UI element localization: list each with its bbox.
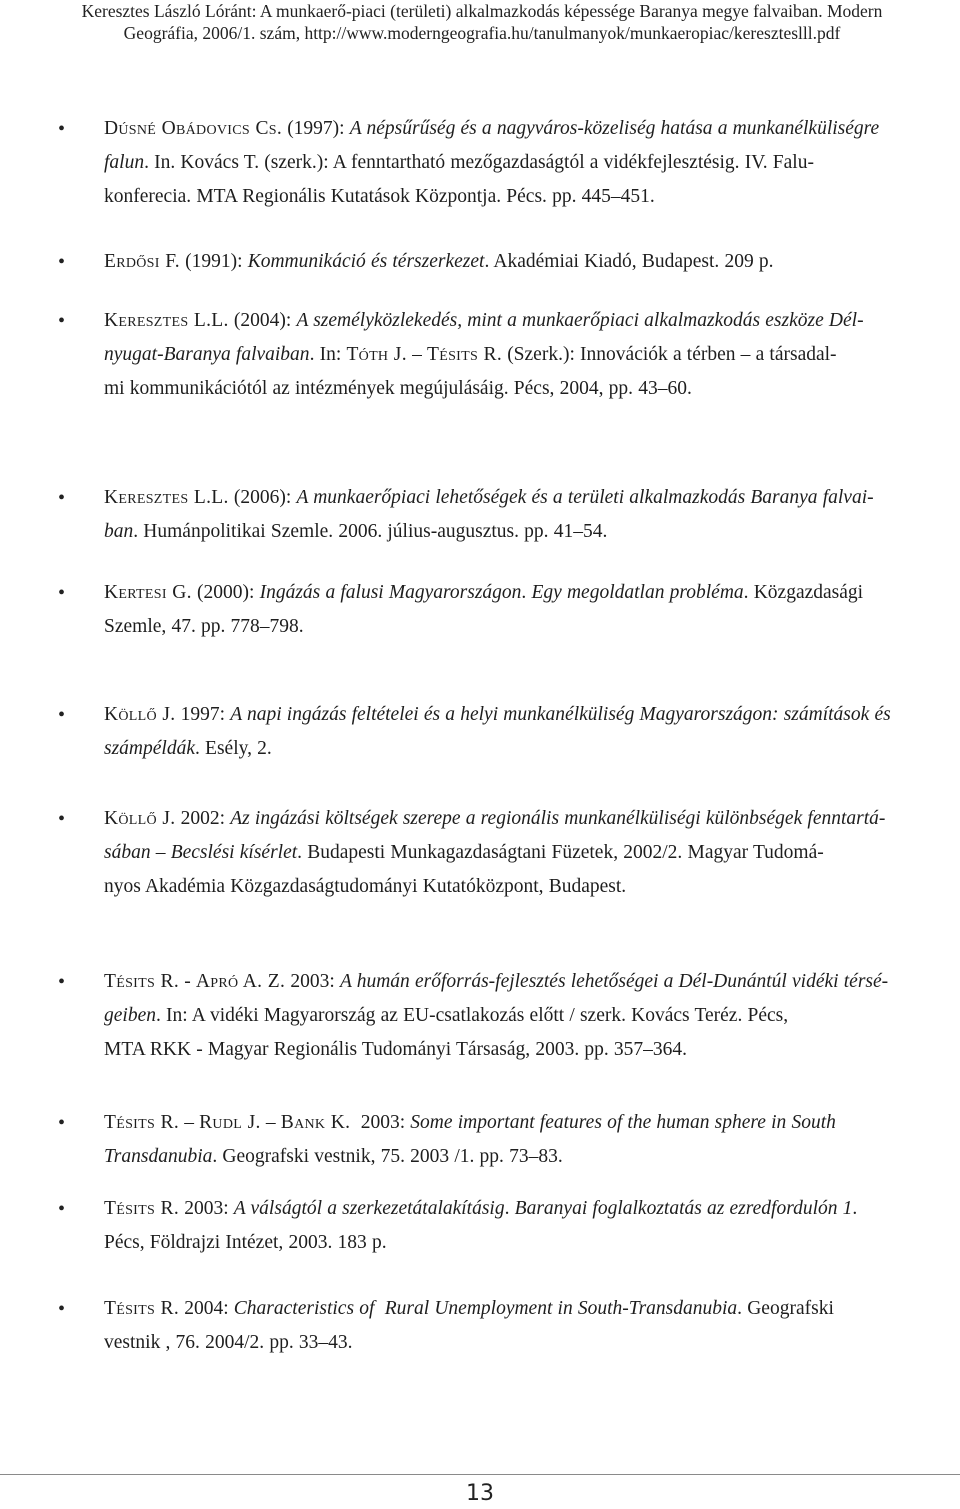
- citation-text: (2000):: [191, 582, 260, 603]
- page-number: 13: [466, 1481, 494, 1506]
- author-name: Tésits R.: [427, 344, 503, 365]
- citation-text: . Geografski vestnik, 75. 2003 /1. pp. 73–83.: [212, 1146, 563, 1167]
- title-text: Characteristics of Rural Unemployment in South-Transdanubia: [233, 1298, 738, 1319]
- reference-line: [104, 1140, 958, 1174]
- title-text: Some important features of the human sphere in South: [410, 1112, 836, 1133]
- citation-text: vestnik , 76. 2004/2. pp. 33–43.: [104, 1332, 353, 1353]
- citation-text: . Akadémiai Kiadó, Budapest. 209 p.: [484, 251, 774, 272]
- reference-line: [104, 146, 958, 180]
- title-text: Baranyai foglalkoztatás az ezredfordulón 1: [514, 1198, 853, 1219]
- citation-text: (1991):: [179, 251, 248, 272]
- reference-text: [104, 304, 958, 406]
- title-text: sában – Becslési kísérlet: [104, 842, 298, 863]
- author-name: Keresztes L.L.: [104, 487, 229, 508]
- citation-text: . In. Kovács T. (szerk.): A fenntartható mezőgazdaságtól a vidékfejlesztésig. IV. Falu-: [144, 152, 814, 173]
- reference-text: [104, 481, 958, 549]
- author-name: Tésits R.: [104, 971, 180, 992]
- title-text: A munkaerőpiaci lehetőségek és a területi alkalmazkodás Baranya falvai-: [296, 487, 874, 508]
- author-name: Keresztes L.L.: [104, 310, 229, 331]
- reference-line: [104, 515, 958, 549]
- citation-text: .: [521, 582, 532, 603]
- citation-text: –: [260, 1112, 281, 1133]
- title-text: A napi ingázás feltételei és a helyi munkanélküliség Magyarországon: számítások és: [230, 704, 891, 725]
- reference-line: [104, 481, 958, 515]
- citation-text: .: [504, 1198, 515, 1219]
- reference-line: [104, 870, 958, 904]
- citation-text: Szemle, 47. pp. 778–798.: [104, 616, 304, 637]
- bullet-icon: •: [58, 971, 66, 993]
- title-text: A népsűrűség és a nagyváros-közeliség hatása a munkanélküliségre: [349, 118, 880, 139]
- author-name: Köllő J.: [104, 704, 176, 725]
- title-text: Az ingázási költségek szerepe a regionális munkanélküliségi különbségek fenntartá-: [230, 808, 886, 829]
- citation-text: konferecia. MTA Regionális Kutatások Központja. Pécs. pp. 445–451.: [104, 186, 655, 207]
- reference-line: [104, 372, 958, 406]
- reference-text: [104, 245, 958, 279]
- citation-text: . Geografski: [737, 1298, 834, 1319]
- reference-line: [104, 1106, 958, 1140]
- title-text: számpéldák: [104, 738, 195, 759]
- reference-line: [104, 1226, 958, 1260]
- citation-text: mi kommunikációtól az intézmények megújulásáig. Pécs, 2004, pp. 43–60.: [104, 378, 692, 399]
- author-name: Apró A. Z.: [195, 971, 286, 992]
- reference-text: [104, 1106, 958, 1174]
- reference-line: [104, 732, 958, 766]
- citation-text: MTA RKK - Magyar Regionális Tudományi Társaság, 2003. pp. 357–364.: [104, 1039, 688, 1060]
- citation-text: 2003:: [285, 971, 340, 992]
- citation-text: 1997:: [175, 704, 231, 725]
- citation-text: 2003:: [350, 1112, 411, 1133]
- citation-text: .: [852, 1198, 858, 1219]
- title-text: Egy megoldatlan probléma: [531, 582, 744, 603]
- reference-line: [104, 576, 958, 610]
- reference-line: [104, 698, 958, 732]
- title-text: A személyközlekedés, mint a munkaerőpiaci alkalmazkodás eszköze Dél-: [296, 310, 864, 331]
- bullet-icon: •: [58, 487, 66, 509]
- author-name: Tóth J.: [346, 344, 407, 365]
- citation-text: . Esély, 2.: [195, 738, 272, 759]
- reference-text: [104, 1192, 958, 1260]
- reference-line: [104, 965, 958, 999]
- reference-line: [104, 610, 958, 644]
- title-text: nyugat-Baranya falvaiban: [104, 344, 310, 365]
- citation-text: –: [179, 1112, 200, 1133]
- citation-text: . Humánpolitikai Szemle. 2006. július-augusztus. pp. 41–54.: [133, 521, 608, 542]
- bullet-icon: •: [58, 704, 66, 726]
- citation-text: . In: A vidéki Magyarország az EU-csatlakozás előtt / szerk. Kovács Teréz. Pécs,: [155, 1005, 789, 1026]
- running-header-line-1: Keresztes László Lóránt: A munkaerő-piaci (területi) alkalmazkodás képessége Baranya megye falvaiban. Modern: [81, 1, 883, 21]
- title-text: ban: [104, 521, 134, 542]
- citation-text: nyos Akadémia Közgazdaságtudományi Kutatóközpont, Budapest.: [104, 876, 627, 897]
- citation-text: (1997):: [282, 118, 350, 139]
- citation-text: -: [179, 971, 196, 992]
- author-name: Rudl J.: [199, 1112, 261, 1133]
- reference-line: [104, 1192, 958, 1226]
- title-text: Ingázás a falusi Magyarországon: [259, 582, 522, 603]
- reference-line: [104, 1326, 958, 1360]
- reference-text: [104, 1292, 958, 1360]
- bullet-icon: •: [58, 1112, 66, 1134]
- title-text: geiben: [104, 1005, 156, 1026]
- title-text: A humán erőforrás-fejlesztés lehetőségei a Dél-Dunántúl vidéki térsé-: [339, 971, 889, 992]
- citation-text: (2004):: [228, 310, 297, 331]
- citation-text: (Szerk.): Innovációk a térben – a társadal-: [502, 344, 837, 365]
- author-name: Köllő J.: [104, 808, 176, 829]
- bullet-icon: •: [58, 251, 66, 273]
- reference-line: [104, 338, 958, 372]
- reference-text: [104, 965, 958, 1067]
- reference-text: [104, 112, 958, 214]
- citation-text: . Budapesti Munkagazdaságtani Füzetek, 2002/2. Magyar Tudomá-: [297, 842, 824, 863]
- citation-text: Pécs, Földrajzi Intézet, 2003. 183 p.: [104, 1232, 387, 1253]
- author-name: Kertesi G.: [104, 582, 192, 603]
- title-text: Kommunikáció és térszerkezet: [247, 251, 485, 272]
- bullet-icon: •: [58, 118, 66, 140]
- citation-text: 2004:: [179, 1298, 234, 1319]
- citation-text: 2003:: [179, 1198, 234, 1219]
- bullet-icon: •: [58, 808, 66, 830]
- title-text: Transdanubia: [104, 1146, 213, 1167]
- footer-rule: [0, 1474, 960, 1475]
- bullet-icon: •: [58, 1298, 66, 1320]
- running-header: [22, 0, 942, 44]
- reference-line: [104, 112, 958, 146]
- citation-text: (2006):: [228, 487, 297, 508]
- reference-line: [104, 802, 958, 836]
- reference-line: [104, 245, 958, 279]
- citation-text: . In:: [309, 344, 347, 365]
- bullet-icon: •: [58, 1198, 66, 1220]
- citation-text: 2002:: [175, 808, 231, 829]
- author-name: Dúsné Obádovics Cs.: [104, 118, 283, 139]
- reference-line: [104, 1292, 958, 1326]
- author-name: Bank K.: [280, 1112, 351, 1133]
- reference-text: [104, 698, 958, 766]
- bullet-icon: •: [58, 310, 66, 332]
- author-name: Erdősi F.: [104, 251, 180, 272]
- reference-line: [104, 1033, 958, 1067]
- citation-text: –: [406, 344, 427, 365]
- title-text: falun: [104, 152, 145, 173]
- bullet-icon: •: [58, 582, 66, 604]
- author-name: Tésits R.: [104, 1112, 180, 1133]
- title-text: A válságtól a szerkezetátalakításig: [233, 1198, 505, 1219]
- reference-text: [104, 576, 958, 644]
- author-name: Tésits R.: [104, 1198, 180, 1219]
- reference-line: [104, 999, 958, 1033]
- reference-text: [104, 802, 958, 904]
- author-name: Tésits R.: [104, 1298, 180, 1319]
- running-header-line-2: Geográfia, 2006/1. szám, http://www.moderngeografia.hu/tanulmanyok/munkaeropiac/kereszteslll.pdf: [123, 23, 841, 43]
- reference-line: [104, 180, 958, 214]
- reference-line: [104, 304, 958, 338]
- reference-line: [104, 836, 958, 870]
- citation-text: . Közgazdasági: [743, 582, 864, 603]
